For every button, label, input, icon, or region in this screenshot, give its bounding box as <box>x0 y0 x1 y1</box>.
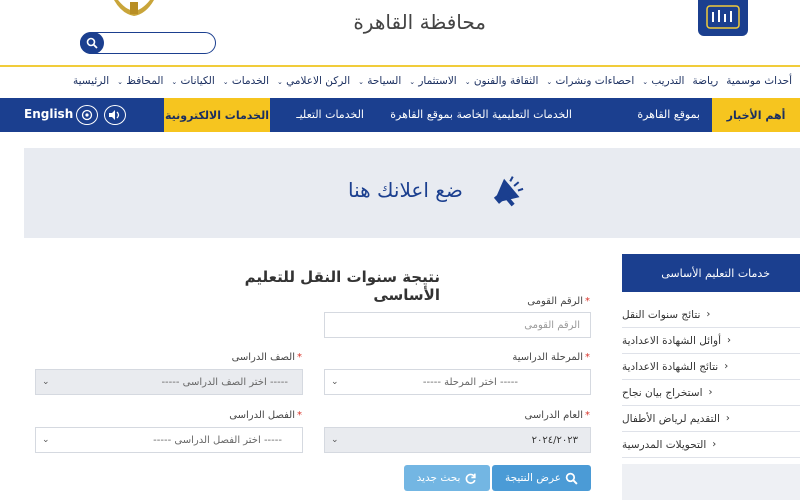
nav-item[interactable] <box>638 75 688 87</box>
chevron-left-icon: ‹ <box>724 361 729 372</box>
sidebar-item-label: نتائج سنوات النقل <box>622 308 701 321</box>
nav-item[interactable] <box>113 75 167 87</box>
sidebar-item-label: التقديم لرياض الأطفال <box>622 412 720 425</box>
nav-item-label: المحافظ <box>126 75 164 87</box>
stage-label: *المرحلة الدراسية <box>512 352 590 363</box>
chevron-down-icon: ⌄ <box>358 78 367 86</box>
sidebar-item[interactable] <box>622 406 800 432</box>
term-selected-value: ----- اختر الفصل الدراسى ----- <box>153 434 282 446</box>
chevron-down-icon: ⌄ <box>277 78 286 86</box>
language-switch[interactable]: English <box>24 107 74 121</box>
megaphone-icon <box>492 172 528 212</box>
ticker-item[interactable]: الخدمات التعليـ <box>296 108 364 121</box>
chevron-down-icon: ⌄ <box>331 435 339 445</box>
sidebar-title: خدمات التعليم الأساسى <box>622 254 800 292</box>
new-search-button[interactable] <box>404 465 490 491</box>
show-result-label: عرض النتيجة <box>504 472 562 484</box>
cairo-logo[interactable] <box>698 0 748 36</box>
sound-icon <box>108 109 122 121</box>
chevron-left-icon: ‹ <box>726 335 731 346</box>
egypt-eagle-emblem <box>108 0 160 18</box>
refresh-icon <box>464 472 477 485</box>
nav-item[interactable] <box>542 75 638 87</box>
national-id-field[interactable] <box>324 312 591 338</box>
news-bar <box>0 98 800 132</box>
chevron-left-icon: ‹ <box>706 309 711 320</box>
new-search-label: بحث جديد <box>416 472 461 484</box>
chevron-left-icon: ‹ <box>712 439 717 450</box>
search-icon <box>565 472 578 485</box>
nav-item[interactable] <box>69 75 113 87</box>
nav-item[interactable] <box>167 75 218 87</box>
grade-select[interactable] <box>35 369 303 395</box>
sidebar-item-label: نتائج الشهادة الاعدادية <box>622 360 719 373</box>
national-id-label: *الرقم القومى <box>527 296 590 307</box>
nav-item-label: احصاءات ونشرات <box>555 75 635 87</box>
required-mark: * <box>585 296 590 307</box>
eservices-button[interactable]: الخدمات الالكترونية <box>164 98 270 132</box>
national-id-placeholder: الرقم القومى <box>524 319 580 331</box>
accessibility-button[interactable] <box>76 105 98 125</box>
sidebar-item[interactable] <box>622 380 800 406</box>
sidebar-item-label: أوائل الشهادة الاعدادية <box>622 334 721 347</box>
show-result-button[interactable] <box>492 465 591 491</box>
grade-label: *الصف الدراسى <box>231 352 302 363</box>
nav-item[interactable] <box>219 75 273 87</box>
nav-item[interactable] <box>722 75 796 87</box>
required-mark: * <box>585 410 590 421</box>
chevron-down-icon: ⌄ <box>546 78 555 86</box>
site-title: محافظة القاهرة <box>353 10 486 34</box>
year-select[interactable] <box>324 427 591 453</box>
search-button[interactable] <box>80 32 104 54</box>
year-selected-value: ٢٠٢٤/٢٠٢٣ <box>531 434 578 446</box>
main-navigation <box>0 67 800 98</box>
sidebar-item[interactable] <box>622 354 800 380</box>
ad-banner[interactable] <box>24 148 800 238</box>
news-ticker[interactable] <box>282 98 712 132</box>
year-label: *العام الدراسى <box>524 410 590 421</box>
chevron-down-icon: ⌄ <box>331 377 339 387</box>
sidebar-item[interactable] <box>622 432 800 458</box>
nav-item[interactable] <box>461 75 543 87</box>
grade-selected-value: ----- اختر الصف الدراسى ----- <box>161 376 288 388</box>
nav-item-label: الكيانات <box>180 75 215 87</box>
top-news-label: أهم الأخبار <box>712 98 800 132</box>
ticker-item[interactable]: بموقع القاهرة <box>637 108 700 121</box>
sidebar-footer <box>622 464 800 500</box>
ticker-item[interactable]: الخدمات التعليمية الخاصة بموقع القاهرة <box>390 108 572 121</box>
nav-item-label: الركن الاعلامي <box>286 75 351 87</box>
nav-item-label: أحداث موسمية <box>726 75 792 87</box>
nav-item-label: الخدمات <box>231 75 270 87</box>
sidebar-item-label: استخراج بيان نجاح <box>622 386 703 399</box>
sound-button[interactable] <box>104 105 126 125</box>
nav-item[interactable] <box>405 75 460 87</box>
sidebar-item[interactable] <box>622 302 800 328</box>
chevron-down-icon: ⌄ <box>42 435 50 445</box>
stage-selected-value: ----- اختر المرحلة ----- <box>422 376 518 388</box>
term-label: *الفصل الدراسى <box>229 410 302 421</box>
ad-text: ضع اعلانك هنا <box>348 178 463 202</box>
nav-item-label: التدريب <box>651 75 685 87</box>
nav-item[interactable] <box>688 75 722 87</box>
sidebar-item-label: التحويلات المدرسية <box>622 438 707 451</box>
chevron-down-icon: ⌄ <box>222 78 231 86</box>
education-services-sidebar <box>622 254 800 500</box>
chevron-down-icon: ⌄ <box>117 78 126 86</box>
accessibility-icon <box>81 109 93 121</box>
chevron-left-icon: ‹ <box>725 413 730 424</box>
required-mark: * <box>585 352 590 363</box>
nav-item-label: الثقافة والفنون <box>473 75 539 87</box>
sidebar-item[interactable] <box>622 328 800 354</box>
nav-item-label: رياضة <box>692 75 719 87</box>
nav-item-label: السياحة <box>367 75 402 87</box>
stage-select[interactable] <box>324 369 591 395</box>
form-title: نتيجة سنوات النقل للتعليم الأساسى <box>244 268 440 304</box>
chevron-down-icon: ⌄ <box>642 78 651 86</box>
site-header <box>0 0 800 66</box>
nav-item[interactable] <box>273 75 354 87</box>
chevron-down-icon: ⌄ <box>464 78 473 86</box>
nav-item-label: الاستثمار <box>418 75 457 87</box>
chevron-down-icon: ⌄ <box>42 377 50 387</box>
nav-item-label: الرئيسية <box>72 75 110 87</box>
required-mark: * <box>297 410 302 421</box>
search-icon <box>86 37 98 49</box>
chevron-down-icon: ⌄ <box>409 78 418 86</box>
chevron-left-icon: ‹ <box>708 387 713 398</box>
chevron-down-icon: ⌄ <box>171 78 180 86</box>
nav-item[interactable] <box>354 75 405 87</box>
sidebar-spacer <box>622 292 800 302</box>
required-mark: * <box>297 352 302 363</box>
term-select[interactable] <box>35 427 303 453</box>
